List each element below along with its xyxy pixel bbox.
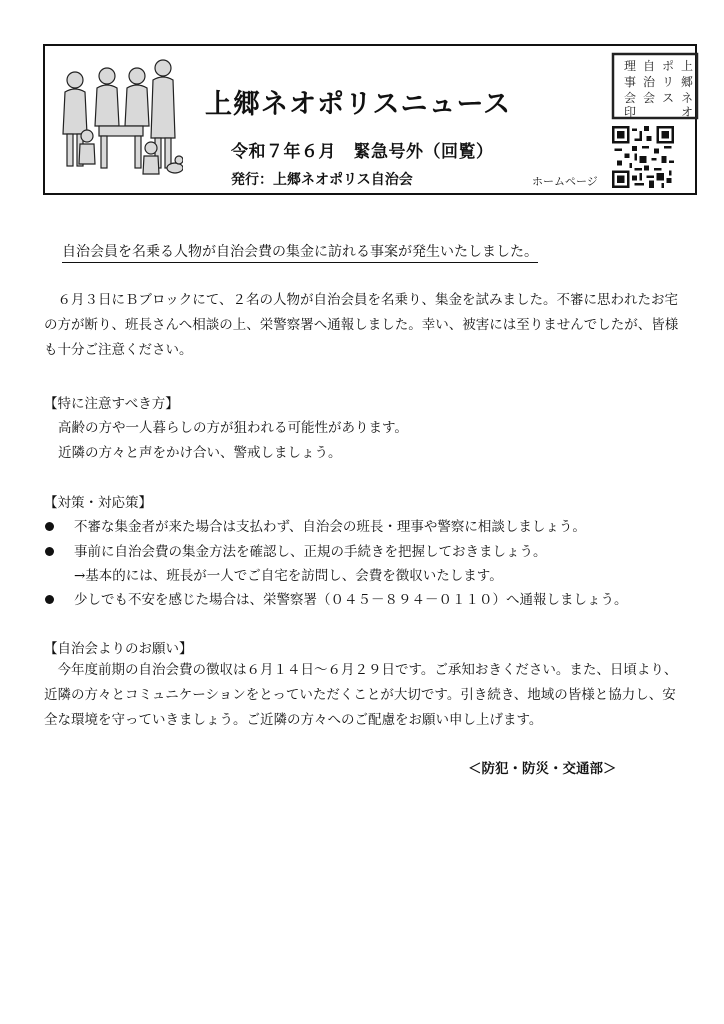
svg-text:上: 上 [680,59,694,73]
svg-text:ス: ス [661,91,675,105]
bullet-icon [45,522,54,531]
incident-paragraph: ６月３日にＢブロックにて、２名の人物が自治会員を名乗り、集金を試みました。不審に思われたお宅の方が断り、班長さんへ相談の上、栄警察署へ通報しました。幸い、被害には至りませんでしたが、皆様も十分ご注意ください。 [44,292,679,358]
svg-text:会: 会 [642,91,656,105]
request-heading: 【自治会よりのお願い】 [44,641,193,657]
association-seal [611,52,699,120]
homepage-label: ホームページ [532,175,598,188]
lead-headline: 自治会員を名乗る人物が自治会費の集金に訪れる事案が発生いたしました。 [62,241,538,263]
homepage-qr-code[interactable] [612,126,674,188]
measure-item-2: 事前に自治会費の集金方法を確認し、正規の手続きを把握しておきましょう。 [74,544,547,560]
svg-text:オ: オ [680,105,694,119]
publisher-line: 発行：上郷ネオポリス自治会 [231,172,413,188]
measure-sub-note: →基本的には、班長が一人でご自宅を訪問し、会費を徴収いたします。 [74,568,503,584]
svg-text:ネ: ネ [680,91,694,105]
caution-heading: 【特に注意すべき方】 [44,396,179,412]
caution-line-2: 近隣の方々と声をかけ合い、警戒しましょう。 [58,445,342,461]
issue-line: 令和７年６月 緊急号外（回覧） [231,142,494,162]
svg-text:リ: リ [661,75,675,89]
newsletter-title: 上郷ネオポリスニュース [205,89,512,120]
svg-text:治: 治 [642,75,656,89]
measures-heading: 【対策・対応策】 [44,495,152,511]
bullet-icon [45,595,54,604]
bullet-icon [45,547,54,556]
newsletter-header [43,44,697,195]
svg-text:印: 印 [623,105,637,119]
caution-line-1: 高齢の方や一人暮らしの方が狙われる可能性があります。 [58,420,408,436]
svg-text:ポ: ポ [661,59,675,73]
svg-text:自: 自 [642,59,656,73]
measure-item-3: 少しでも不安を感じた場合は、栄警察署（０４５－８９４－０１１０）へ通報しましょう。 [74,592,628,608]
svg-text:理: 理 [623,59,637,73]
svg-text:事: 事 [623,75,637,89]
family-illustration [55,54,183,182]
department-signature: ＜防犯・防災・交通部＞ [468,761,617,777]
svg-text:会: 会 [623,91,637,105]
measure-item-1: 不審な集金者が来た場合は支払わず、自治会の班長・理事や警察に相談しましょう。 [74,519,586,535]
svg-text:郷: 郷 [680,75,694,89]
request-paragraph: 今年度前期の自治会費の徴収は６月１４日～６月２９日です。ご承知おきください。また、日頃より、近隣の方々とコミュニケーションをとっていただくことが大切です。引き続き、地域の皆様と協力し、安全な環境を守っていきましょう。ご近隣の方々へのご配慮をお願い申し上げます。 [44,662,678,728]
